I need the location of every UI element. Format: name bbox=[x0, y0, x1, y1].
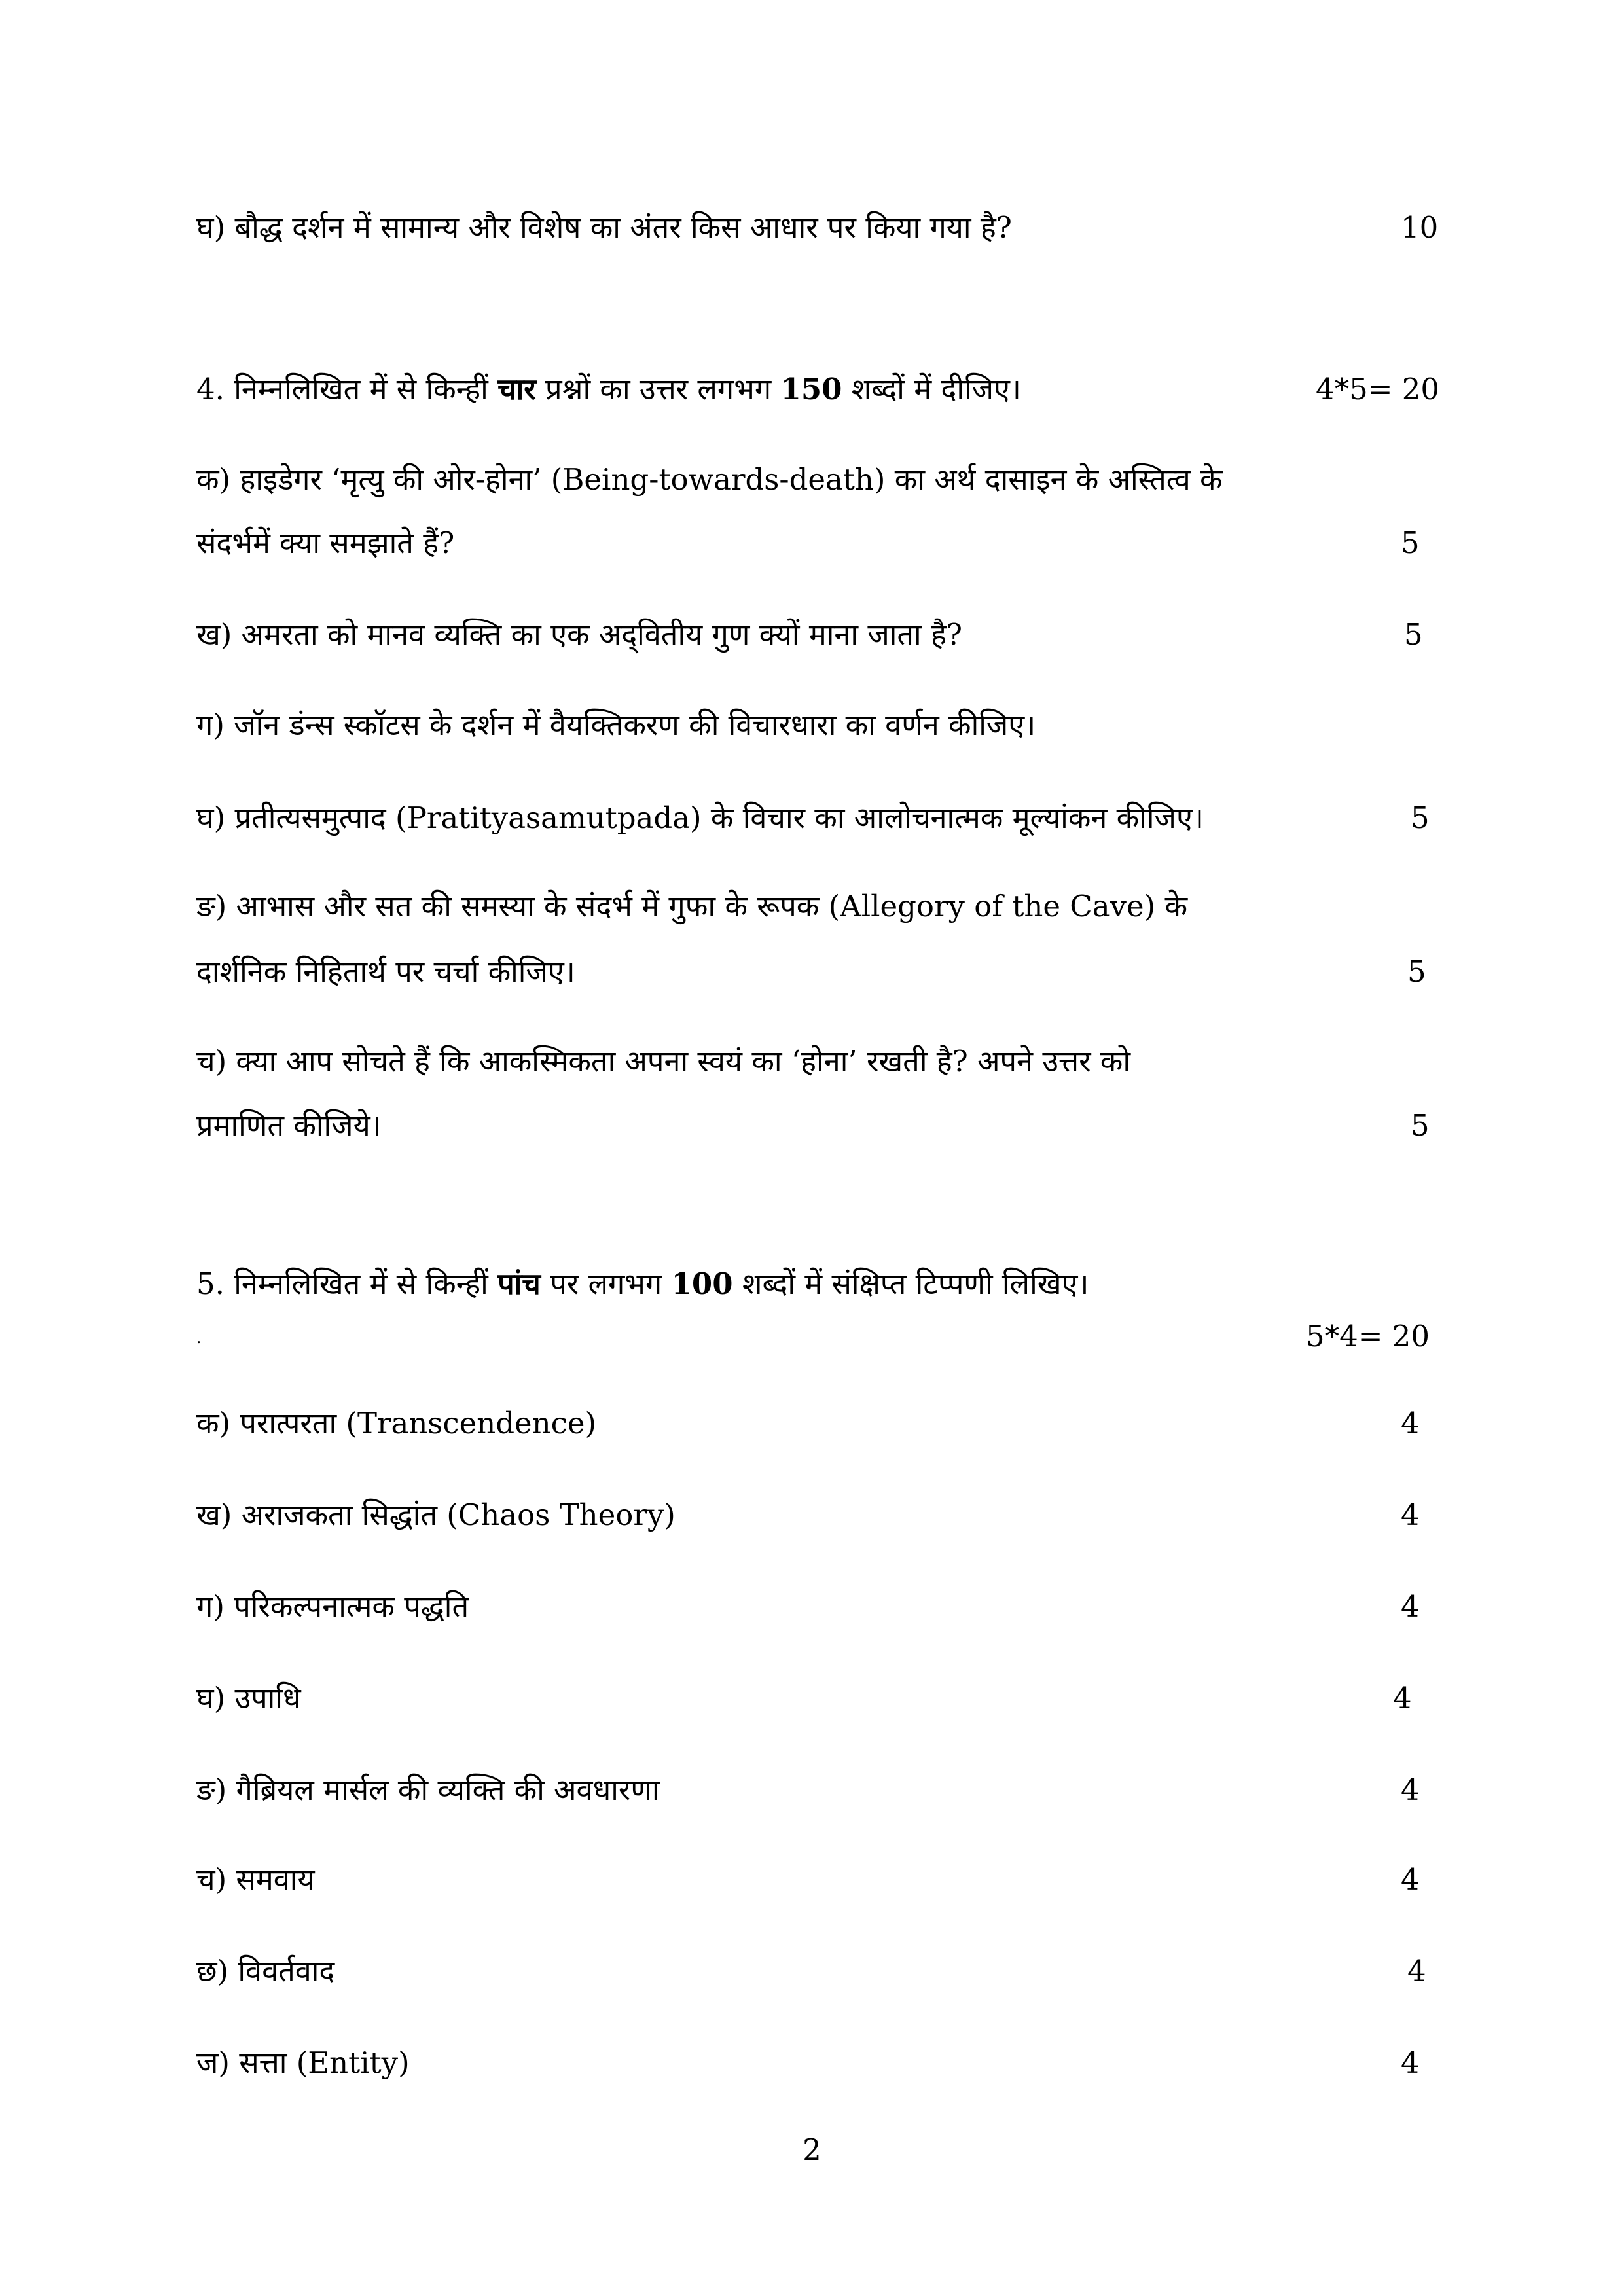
q4-ga: ग) जॉन डंन्स स्कॉटस के दर्शन में वैयक्तिकरण की विचारधारा का वर्णन कीजिए। bbox=[196, 708, 1036, 742]
q5-item-nga-marks: 4 bbox=[1401, 1772, 1420, 1807]
q5-item-kha-marks: 4 bbox=[1401, 1498, 1420, 1532]
q5-heading-pre: 5. निम्नलिखित में से किन्हीं bbox=[196, 1266, 488, 1301]
q5-item-kha: ख) अराजकता सिद्धांत (Chaos Theory) bbox=[196, 1498, 676, 1532]
q4-heading-marks: 4*5= 20 bbox=[1316, 372, 1440, 406]
q5-item-cha-marks: 4 bbox=[1401, 1862, 1420, 1897]
page-number: 2 bbox=[803, 2132, 821, 2167]
q4-heading bbox=[196, 370, 1434, 409]
q5-heading-bold2: 100 bbox=[671, 1266, 733, 1301]
q5-item-chha-marks: 4 bbox=[1407, 1954, 1426, 1988]
q5-heading-post: शब्दों में संक्षिप्त टिप्पणी लिखिए। bbox=[742, 1266, 1089, 1301]
q5-heading bbox=[196, 1265, 1434, 1304]
q5-item-ka: क) परात्परता (Transcendence) bbox=[196, 1406, 597, 1441]
q4-heading-mid: प्रश्नों का उत्तर लगभग bbox=[545, 372, 772, 406]
q5-heading-marks: 5*4= 20 bbox=[1306, 1319, 1430, 1354]
q5-item-ga-marks: 4 bbox=[1401, 1589, 1420, 1624]
q4-gha-marks: 5 bbox=[1411, 800, 1430, 835]
q5-item-gha: घ) उपाधि bbox=[196, 1681, 301, 1715]
q4-nga-line2: दार्शनिक निहितार्थ पर चर्चा कीजिए। bbox=[196, 954, 575, 989]
q5-item-gha-marks: 4 bbox=[1393, 1681, 1412, 1715]
q5-item-ja: ज) सत्ता (Entity) bbox=[196, 2045, 410, 2080]
q5-stray-dot: . bbox=[196, 1329, 202, 1347]
q4-heading-pre: 4. निम्नलिखित में से किन्हीं bbox=[196, 372, 488, 406]
q4-cha-marks: 5 bbox=[1411, 1108, 1430, 1143]
q3-gha-marks: 10 bbox=[1401, 210, 1439, 245]
q4-ka-line1: क) हाइडेगर ‘मृत्यु की ओर-होना’ (Being-towards-death) का अर्थ दासाइन के अस्तित्व के bbox=[196, 462, 1223, 497]
q5-item-ga: ग) परिकल्पनात्मक पद्धति bbox=[196, 1589, 469, 1624]
q4-nga-line1: ङ) आभास और सत की समस्या के संदर्भ में गुफा के रूपक (Allegory of the Cave) के bbox=[196, 889, 1188, 924]
q5-item-ka-marks: 4 bbox=[1401, 1406, 1420, 1441]
q4-heading-bold2: 150 bbox=[780, 372, 842, 406]
q4-kha-marks: 5 bbox=[1404, 617, 1423, 652]
q4-ka-marks: 5 bbox=[1401, 526, 1420, 560]
q4-kha: ख) अमरता को मानव व्यक्ति का एक अद्‌वितीय गुण क्यों माना जाता है? bbox=[196, 617, 962, 652]
q4-cha-line2: प्रमाणित कीजिये। bbox=[196, 1108, 382, 1143]
q4-ka-line2: संदर्भमें क्या समझाते हैं? bbox=[196, 526, 455, 560]
q4-heading-bold: चार bbox=[497, 372, 536, 406]
q4-nga-marks: 5 bbox=[1407, 954, 1426, 989]
q5-item-ja-marks: 4 bbox=[1401, 2045, 1420, 2080]
q4-cha-line1: च) क्या आप सोचते हैं कि आकस्मिकता अपना स्वयं का ‘होना’ रखती है? अपने उत्तर को bbox=[196, 1044, 1131, 1079]
q5-heading-bold: पांच bbox=[497, 1266, 541, 1301]
q5-item-cha: च) समवाय bbox=[196, 1862, 315, 1897]
q5-item-chha: छ) विवर्तवाद bbox=[196, 1954, 335, 1988]
q5-heading-mid: पर लगभग bbox=[550, 1266, 662, 1301]
q3-gha-text: घ) बौद्ध दर्शन में सामान्य और विशेष का अंतर किस आधार पर किया गया है? bbox=[196, 210, 1012, 245]
q5-item-nga: ङ) गैब्रियल मार्सल की व्यक्ति की अवधारणा bbox=[196, 1772, 660, 1807]
q4-gha: घ) प्रतीत्यसमुत्पाद (Pratityasamutpada) के विचार का आलोचनात्मक मूल्यांकन कीजिए। bbox=[196, 800, 1204, 835]
q4-heading-post: शब्दों में दीजिए। bbox=[851, 372, 1021, 406]
